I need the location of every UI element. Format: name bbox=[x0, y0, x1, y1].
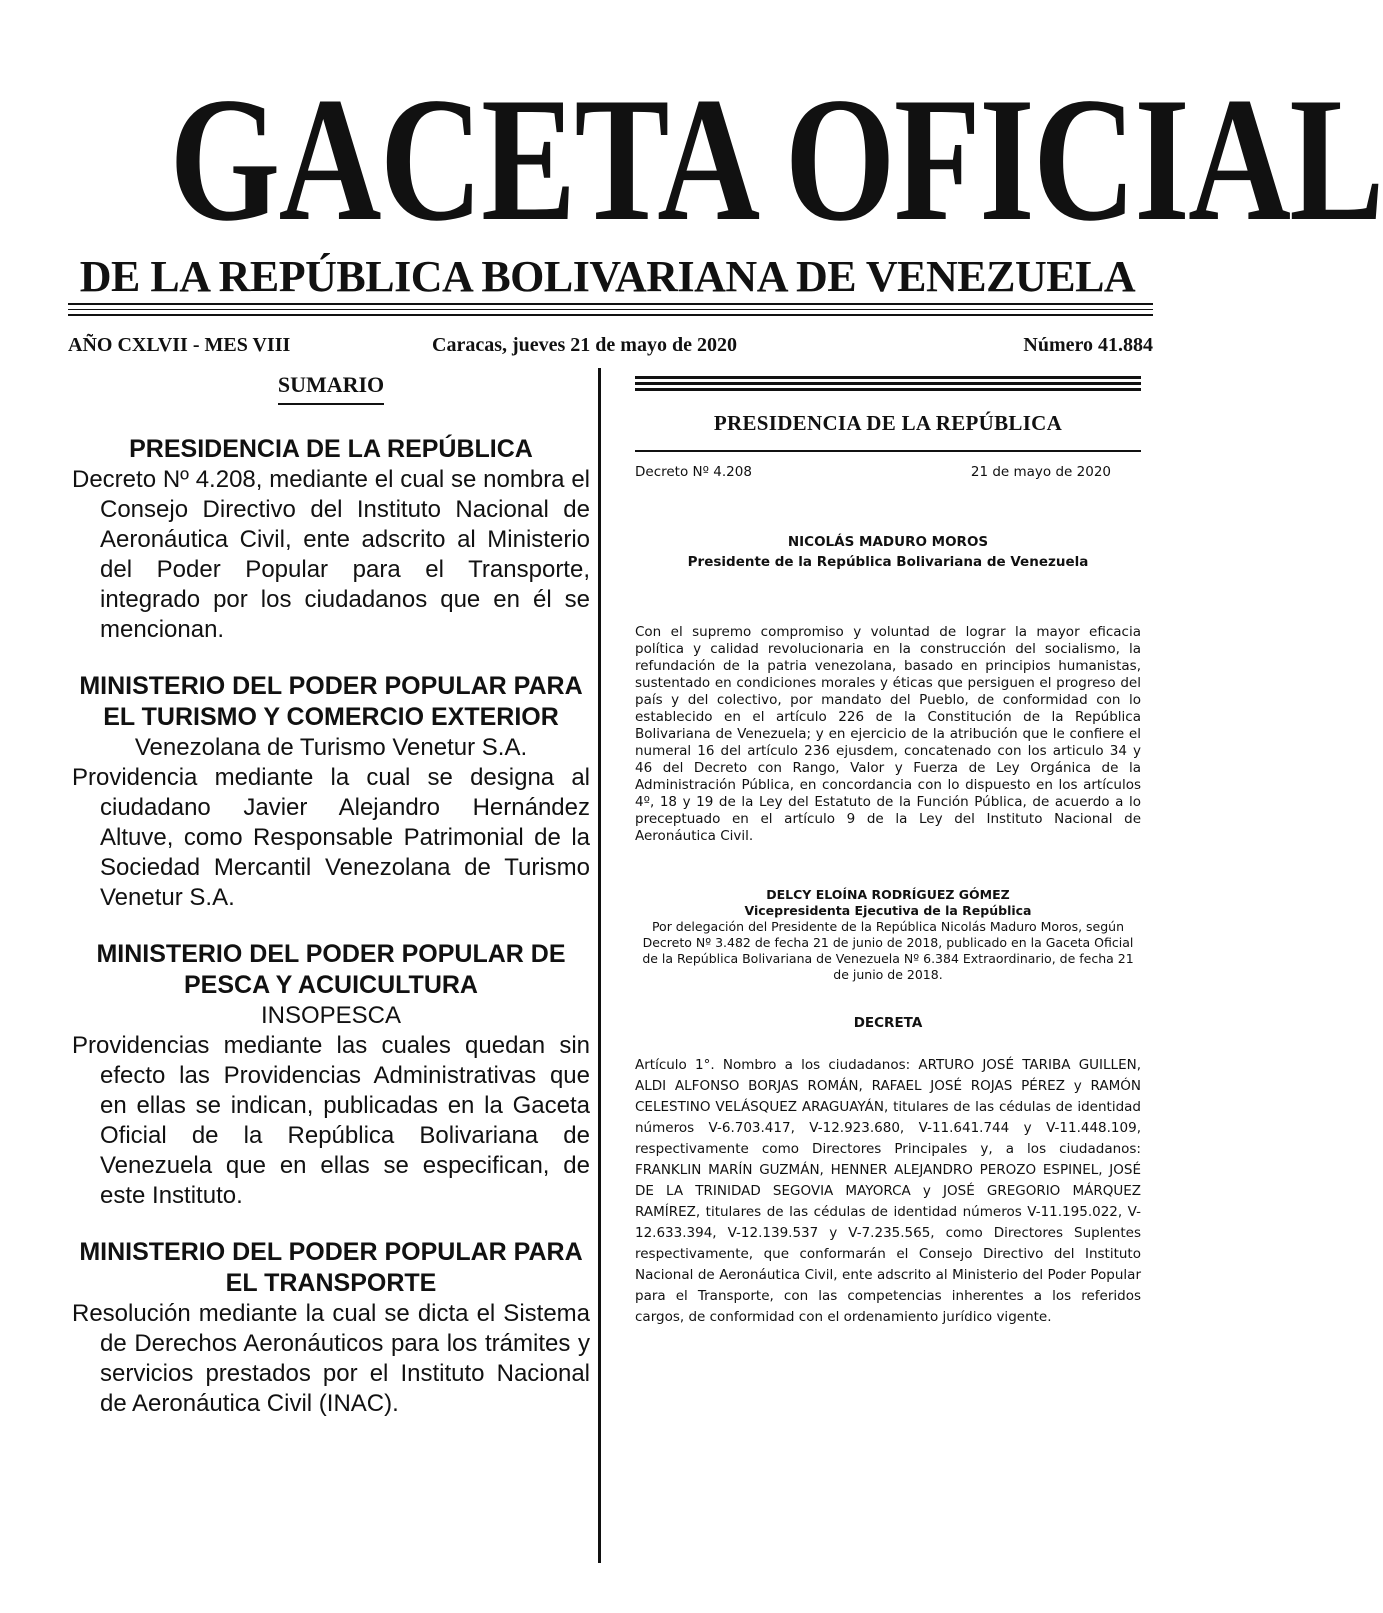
sumario-entry: Providencias mediante las cuales quedan sin efecto las Providencias Administrativas que en ellas se indican, publicadas en la Gaceta Oficial de la República Bolivariana de Venezuela que en ellas se especifican, de este Instituto. bbox=[72, 1032, 590, 1209]
president-name: NICOLÁS MADURO MOROS bbox=[787, 534, 989, 550]
section-title: MINISTERIO DEL PODER POPULAR DE PESCA Y ACUICULTURA bbox=[96, 940, 566, 999]
issue-date: Caracas, jueves 21 de mayo de 2020 bbox=[432, 334, 737, 356]
sumario-entry: Providencia mediante la cual se designa al ciudadano Javier Alejandro Hernández Altuve, como Responsable Patrimonial de la Sociedad Mercantil Venezolana de Turismo Venetur S.A. bbox=[72, 764, 590, 911]
masthead-rule-thin bbox=[68, 309, 1153, 310]
issue-number: Número 41.884 bbox=[1023, 334, 1153, 356]
section-title: PRESIDENCIA DE LA REPÚBLICA bbox=[129, 435, 533, 463]
vp-title: Vicepresidenta Ejecutiva de la República bbox=[744, 903, 1032, 918]
masthead-title: GACETA OFICIAL bbox=[169, 60, 1383, 258]
section-title: MINISTERIO DEL PODER POPULAR PARA EL TRANSPORTE bbox=[79, 1238, 583, 1297]
sumario-heading: SUMARIO bbox=[72, 372, 590, 398]
section-subtitle: Venezolana de Turismo Venetur S.A. bbox=[134, 734, 528, 761]
sumario-section bbox=[72, 939, 590, 1211]
masthead-rule-bottom bbox=[68, 314, 1153, 316]
decree-rule-3 bbox=[635, 388, 1141, 391]
sumario-section bbox=[72, 434, 590, 645]
decree-rule-1 bbox=[635, 376, 1141, 379]
masthead-rule-top bbox=[68, 303, 1153, 305]
vp-note: Por delegación del Presidente de la República Nicolás Maduro Moros, según Decreto Nº 3.482 de fecha 21 de junio de 2018, publicado en la Gaceta Oficial de la República Bolivariana de Venezuela Nº 6.384 Extraordinario, de fecha 21 de junio de 2018. bbox=[642, 919, 1134, 982]
vp-name: DELCY ELOÍNA RODRÍGUEZ GÓMEZ bbox=[766, 887, 1010, 902]
sumario-entry: Decreto Nº 4.208, mediante el cual se nombra el Consejo Directivo del Instituto Nacional de Aeronáutica Civil, ente adscrito al Ministerio del Poder Popular para el Transporte, integrado por los ciudadanos que en él se mencionan. bbox=[72, 466, 590, 643]
sumario-section bbox=[72, 1237, 590, 1419]
sumario-section bbox=[72, 671, 590, 913]
section-subtitle: INSOPESCA bbox=[260, 1002, 402, 1029]
masthead-subtitle: DE LA REPÚBLICA BOLIVARIANA DE VENEZUELA bbox=[79, 252, 1136, 301]
decree-section-title: PRESIDENCIA DE LA REPÚBLICA bbox=[713, 411, 1063, 435]
section-title: MINISTERIO DEL PODER POPULAR PARA EL TURISMO Y COMERCIO EXTERIOR bbox=[79, 672, 583, 731]
decree-date: 21 de mayo de 2020 bbox=[970, 464, 1111, 480]
sumario-column bbox=[72, 372, 590, 1445]
article-1: Artículo 1°. Nombro a los ciudadanos: ARTURO JOSÉ TARIBA GUILLEN, ALDI ALFONSO BORJAS ROMÁN, RAFAEL JOSÉ ROJAS PÉREZ y RAMÓN CELESTINO VELÁSQUEZ ARAGUAYÁN, titulares de las cédulas de identidad números V-6.703.417, V-12.923.680, V-11.641.744 y V-11.448.109, respectivamente como Directores Principales y, a los ciudadanos: FRANKLIN MARÍN GUZMÁN, HENNER ALEJANDRO PEROZO ESPINEL, JOSÉ DE LA TRINIDAD SEGOVIA MAYORCA y JOSÉ GREGORIO MÁRQUEZ RAMÍREZ, titulares de las cédulas de identidad números V-11.195.022, V-12.633.394, V-12.139.537 y V-7.235.565, como Directores Suplentes respectivamente, que conformarán el Consejo Directivo del Instituto Nacional de Aeronáutica Civil, ente adscrito al Ministerio del Poder Popular para el Transporte, con las competencias inherentes a los referidos cargos, de conformidad con el ordenamiento jurídico vigente. bbox=[635, 1057, 1141, 1325]
decree-column bbox=[635, 376, 1141, 1328]
issue-year-month: AÑO CXLVII - MES VIII bbox=[68, 334, 291, 356]
decree-rule-2 bbox=[635, 382, 1141, 385]
decree-header-row bbox=[635, 464, 1141, 486]
decree-number: Decreto Nº 4.208 bbox=[635, 464, 752, 480]
decree-preamble: Con el supremo compromiso y voluntad de lograr la mayor eficacia política y calidad revolucionaria en la construcción del socialismo, la refundación de la patria venezolana, basado en principios humanistas, sustentado en condiciones morales y éticas que persiguen el progreso del país y del colectivo, por mandato del Pueblo, de conformidad con lo establecido en el artículo 226 de la Constitución de la República Bolivariana de Venezuela; y en ejercicio de la atribución que le confiere el numeral 16 del artículo 236 ejusdem, concatenado con los articulo 34 y 46 del Decreto con Rango, Valor y Fuerza de Ley Orgánica de la Administración Pública, en concordancia con lo dispuesto en los artículos 4º, 18 y 19 de la Ley del Estatuto de la Función Pública, de acuerdo a lo preceptuado en el artículo 9 de la Ley del Instituto Nacional de Aeronáutica Civil. bbox=[635, 624, 1141, 844]
issue-info-row bbox=[68, 334, 1153, 364]
president-title: Presidente de la República Bolivariana de Venezuela bbox=[687, 554, 1089, 570]
decree-title-rule bbox=[635, 450, 1141, 452]
masthead bbox=[60, 60, 1383, 302]
sumario-entry: Resolución mediante la cual se dicta el Sistema de Derechos Aeronáuticos para los trámites y servicios prestados por el Instituto Nacional de Aeronáutica Civil (INAC). bbox=[72, 1300, 590, 1417]
column-divider bbox=[598, 368, 601, 1563]
decreta-heading: DECRETA bbox=[853, 1015, 923, 1031]
